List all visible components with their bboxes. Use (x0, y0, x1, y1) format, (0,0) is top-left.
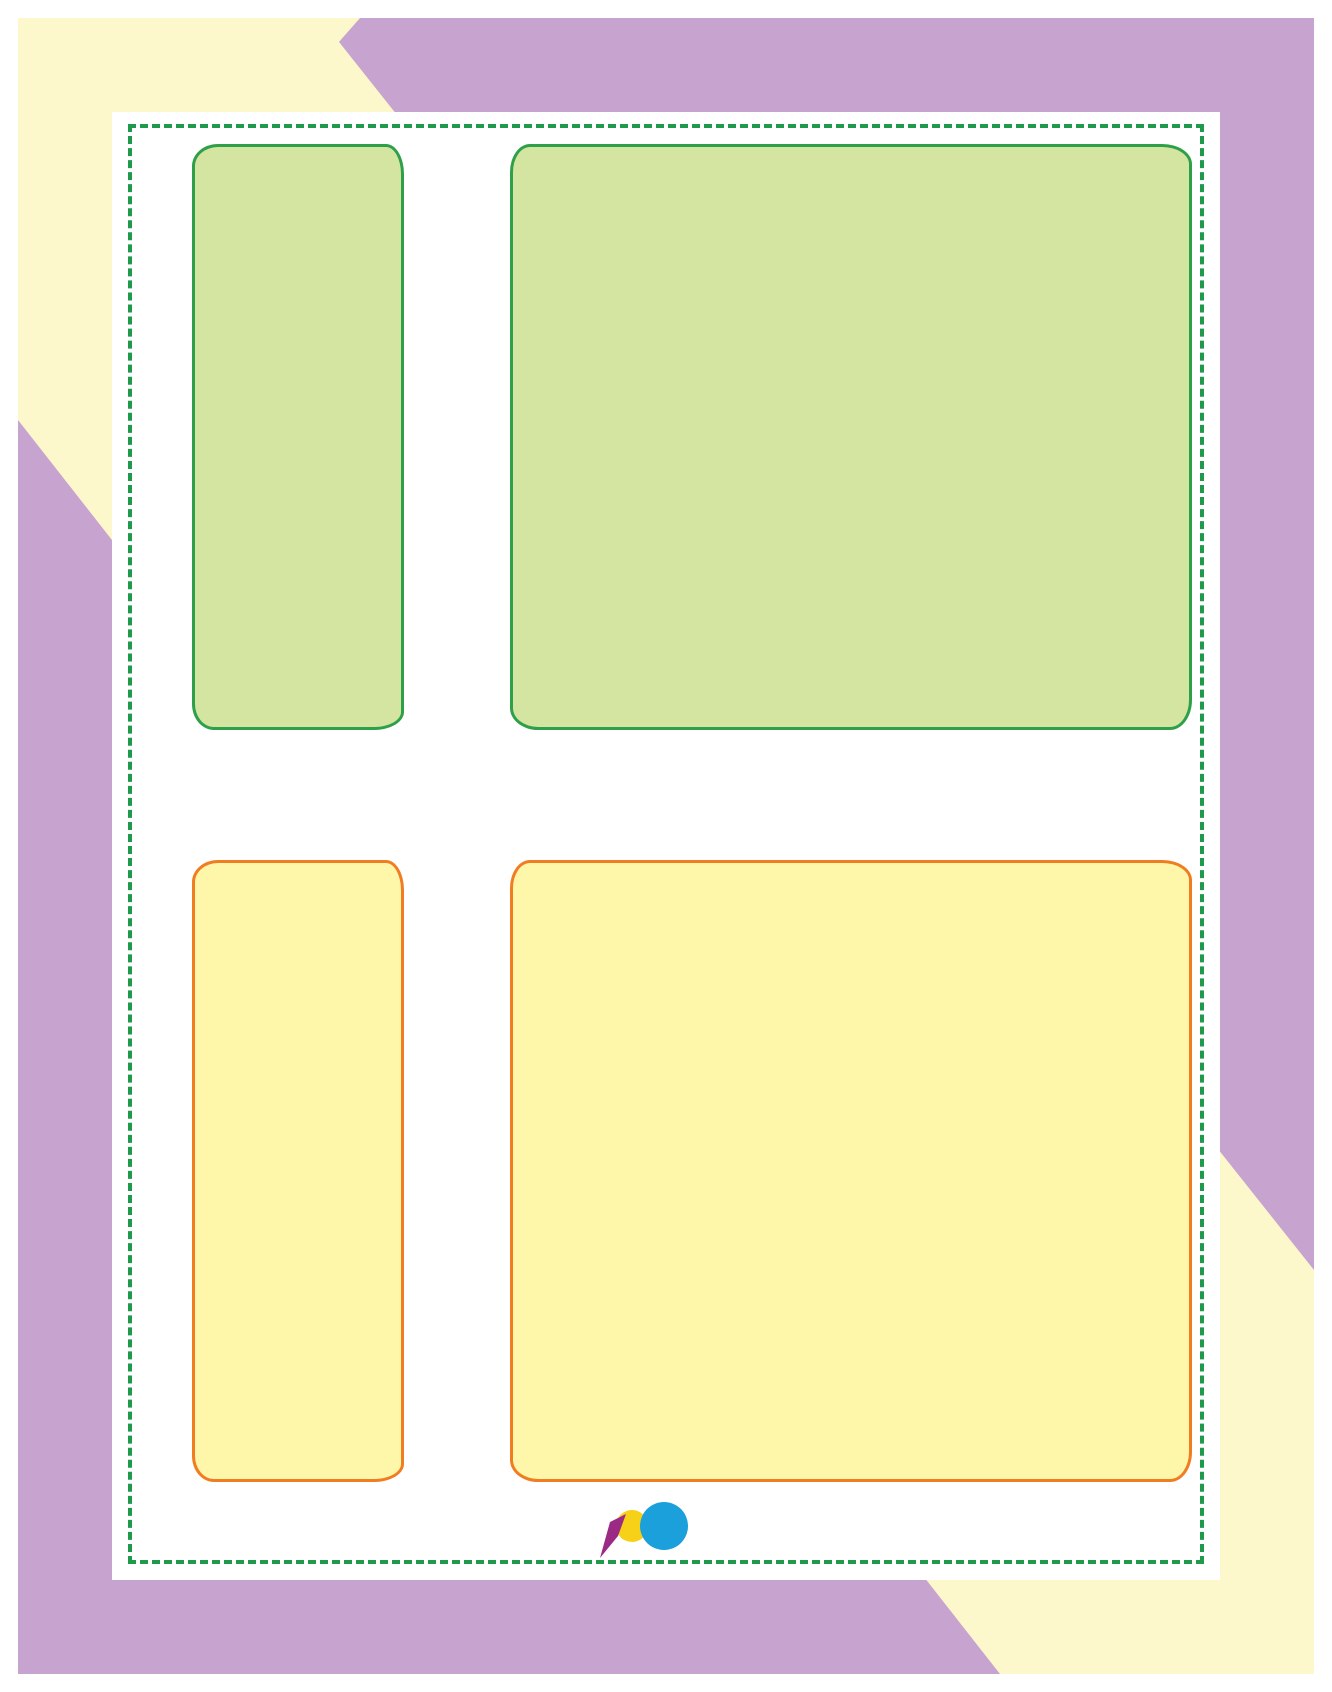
suffix-column-box-1 (192, 144, 404, 730)
page-number (640, 1502, 688, 1550)
suffix-column-box-2 (192, 860, 404, 1482)
example-column-box-1 (510, 144, 1192, 730)
example-column-box-2 (510, 860, 1192, 1482)
